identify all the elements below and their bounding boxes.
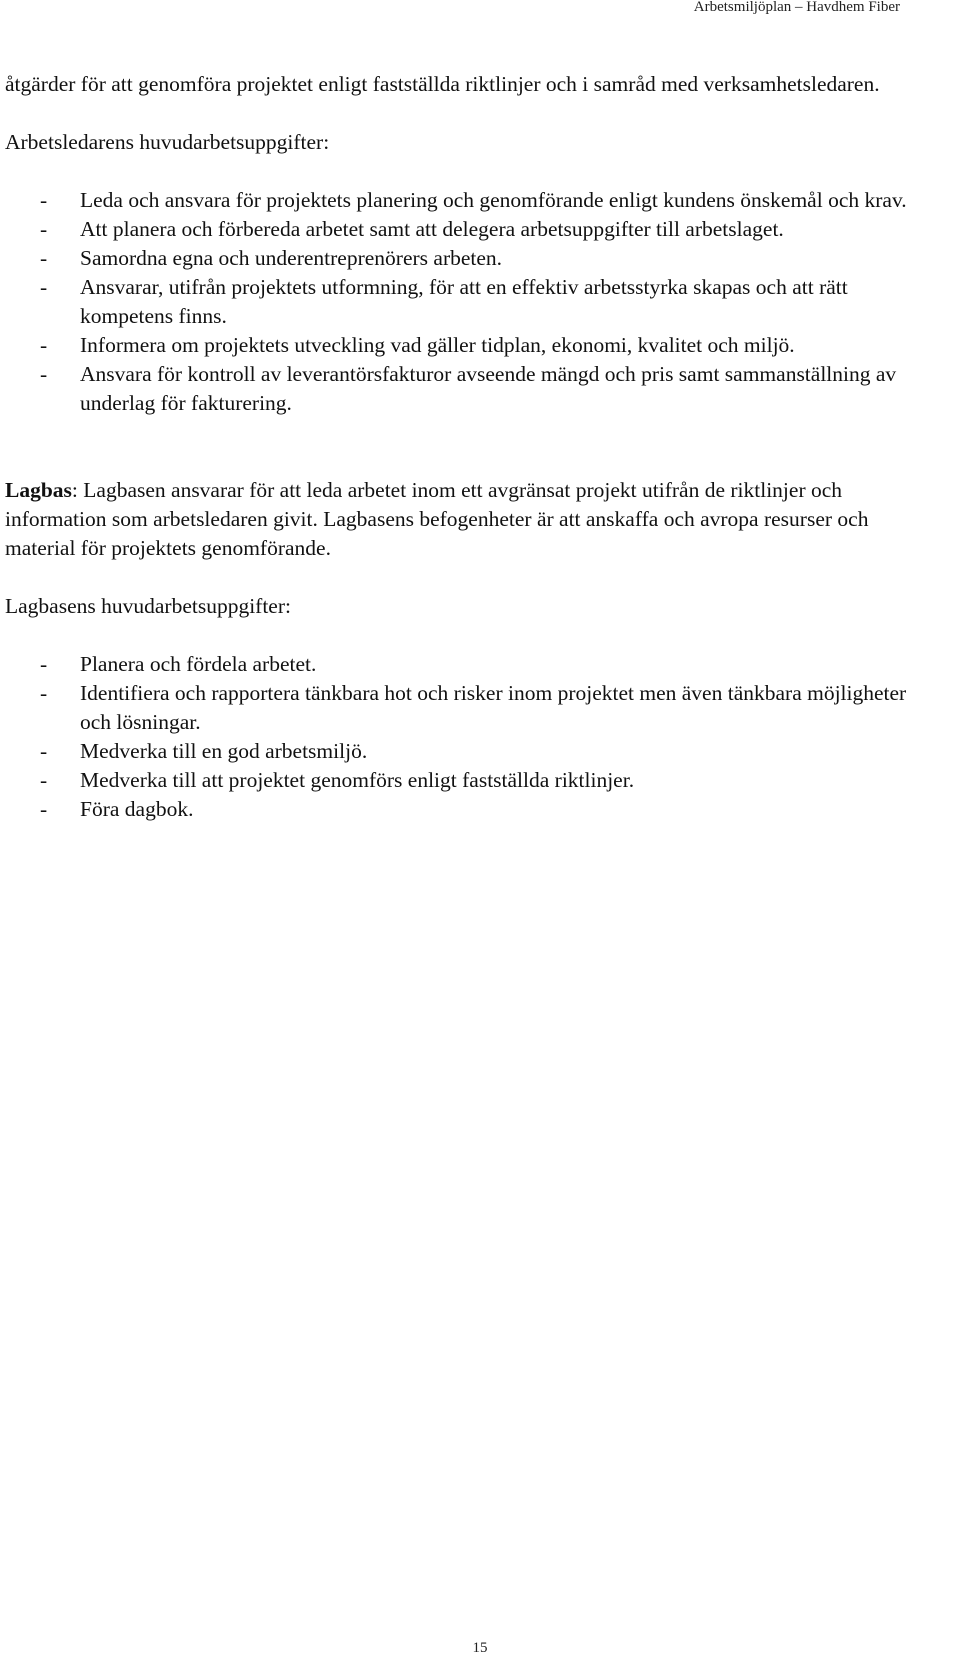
- dash-bullet: -: [40, 275, 48, 299]
- list-item: [5, 244, 935, 273]
- dash-bullet: -: [40, 333, 48, 357]
- dash-bullet: -: [40, 681, 48, 705]
- list-item-text: Identifiera och rapportera tänkbara hot och risker inom projektet men även tänkbara möjligheter och lösningar.: [80, 681, 907, 734]
- lagbas-definition: : Lagbasen ansvarar för att leda arbetet inom ett avgränsat projekt utifrån de riktlinjer och information som arbetsledaren givit. Lagbasens befogenheter är att anskaffa och avropa resurser och material för projektets genomförande.: [5, 478, 869, 560]
- list-item-text: Att planera och förbereda arbetet samt att delegera arbetsuppgifter till arbetslaget.: [80, 217, 784, 241]
- list-item-text: Ansvara för kontroll av leverantörsfakturor avseende mängd och pris samt sammanställning av underlag för fakturering.: [80, 362, 897, 415]
- list-item: [5, 679, 935, 737]
- list-item: [5, 360, 935, 418]
- lagbas-paragraph: [5, 476, 935, 563]
- running-header-title: Arbetsmiljöplan – Havdhem Fiber: [693, 0, 900, 15]
- list-item-text: Medverka till en god arbetsmiljö.: [80, 739, 368, 763]
- list-item-text: Samordna egna och underentreprenörers arbeten.: [80, 246, 503, 270]
- dash-bullet: -: [40, 652, 48, 676]
- lagbas-heading: Lagbasens huvudarbetsuppgifter:: [5, 594, 291, 618]
- list-item-text: Föra dagbok.: [80, 797, 194, 821]
- arbetsledare-task-list: [5, 186, 935, 418]
- dash-bullet: -: [40, 246, 48, 270]
- dash-bullet: -: [40, 217, 48, 241]
- list-item-text: Ansvarar, utifrån projektets utformning, för att en effektiv arbetsstyrka skapas och att rätt kompetens finns.: [80, 275, 848, 328]
- list-item: [5, 273, 935, 331]
- page-number: 15: [472, 1640, 488, 1656]
- lagbas-term: Lagbas: [5, 478, 72, 502]
- dash-bullet: -: [40, 797, 48, 821]
- dash-bullet: -: [40, 188, 48, 212]
- list-item: [5, 766, 935, 795]
- intro-paragraph: åtgärder för att genomföra projektet enligt fastställda riktlinjer och i samråd med verksamhetsledaren.: [5, 72, 880, 96]
- list-item: [5, 186, 935, 215]
- list-item-text: Informera om projektets utveckling vad gäller tidplan, ekonomi, kvalitet och miljö.: [80, 333, 795, 357]
- list-item: [5, 795, 935, 824]
- arbetsledare-heading: Arbetsledarens huvudarbetsuppgifter:: [5, 130, 330, 154]
- list-item-text: Leda och ansvara för projektets planering och genomförande enligt kundens önskemål och krav.: [80, 188, 907, 212]
- document-body: [5, 70, 935, 824]
- list-item: [5, 215, 935, 244]
- list-item: [5, 737, 935, 766]
- lagbas-task-list: [5, 650, 935, 824]
- dash-bullet: -: [40, 739, 48, 763]
- list-item-text: Medverka till att projektet genomförs enligt fastställda riktlinjer.: [80, 768, 635, 792]
- dash-bullet: -: [40, 362, 48, 386]
- list-item: [5, 331, 935, 360]
- list-item-text: Planera och fördela arbetet.: [80, 652, 317, 676]
- list-item: [5, 650, 935, 679]
- dash-bullet: -: [40, 768, 48, 792]
